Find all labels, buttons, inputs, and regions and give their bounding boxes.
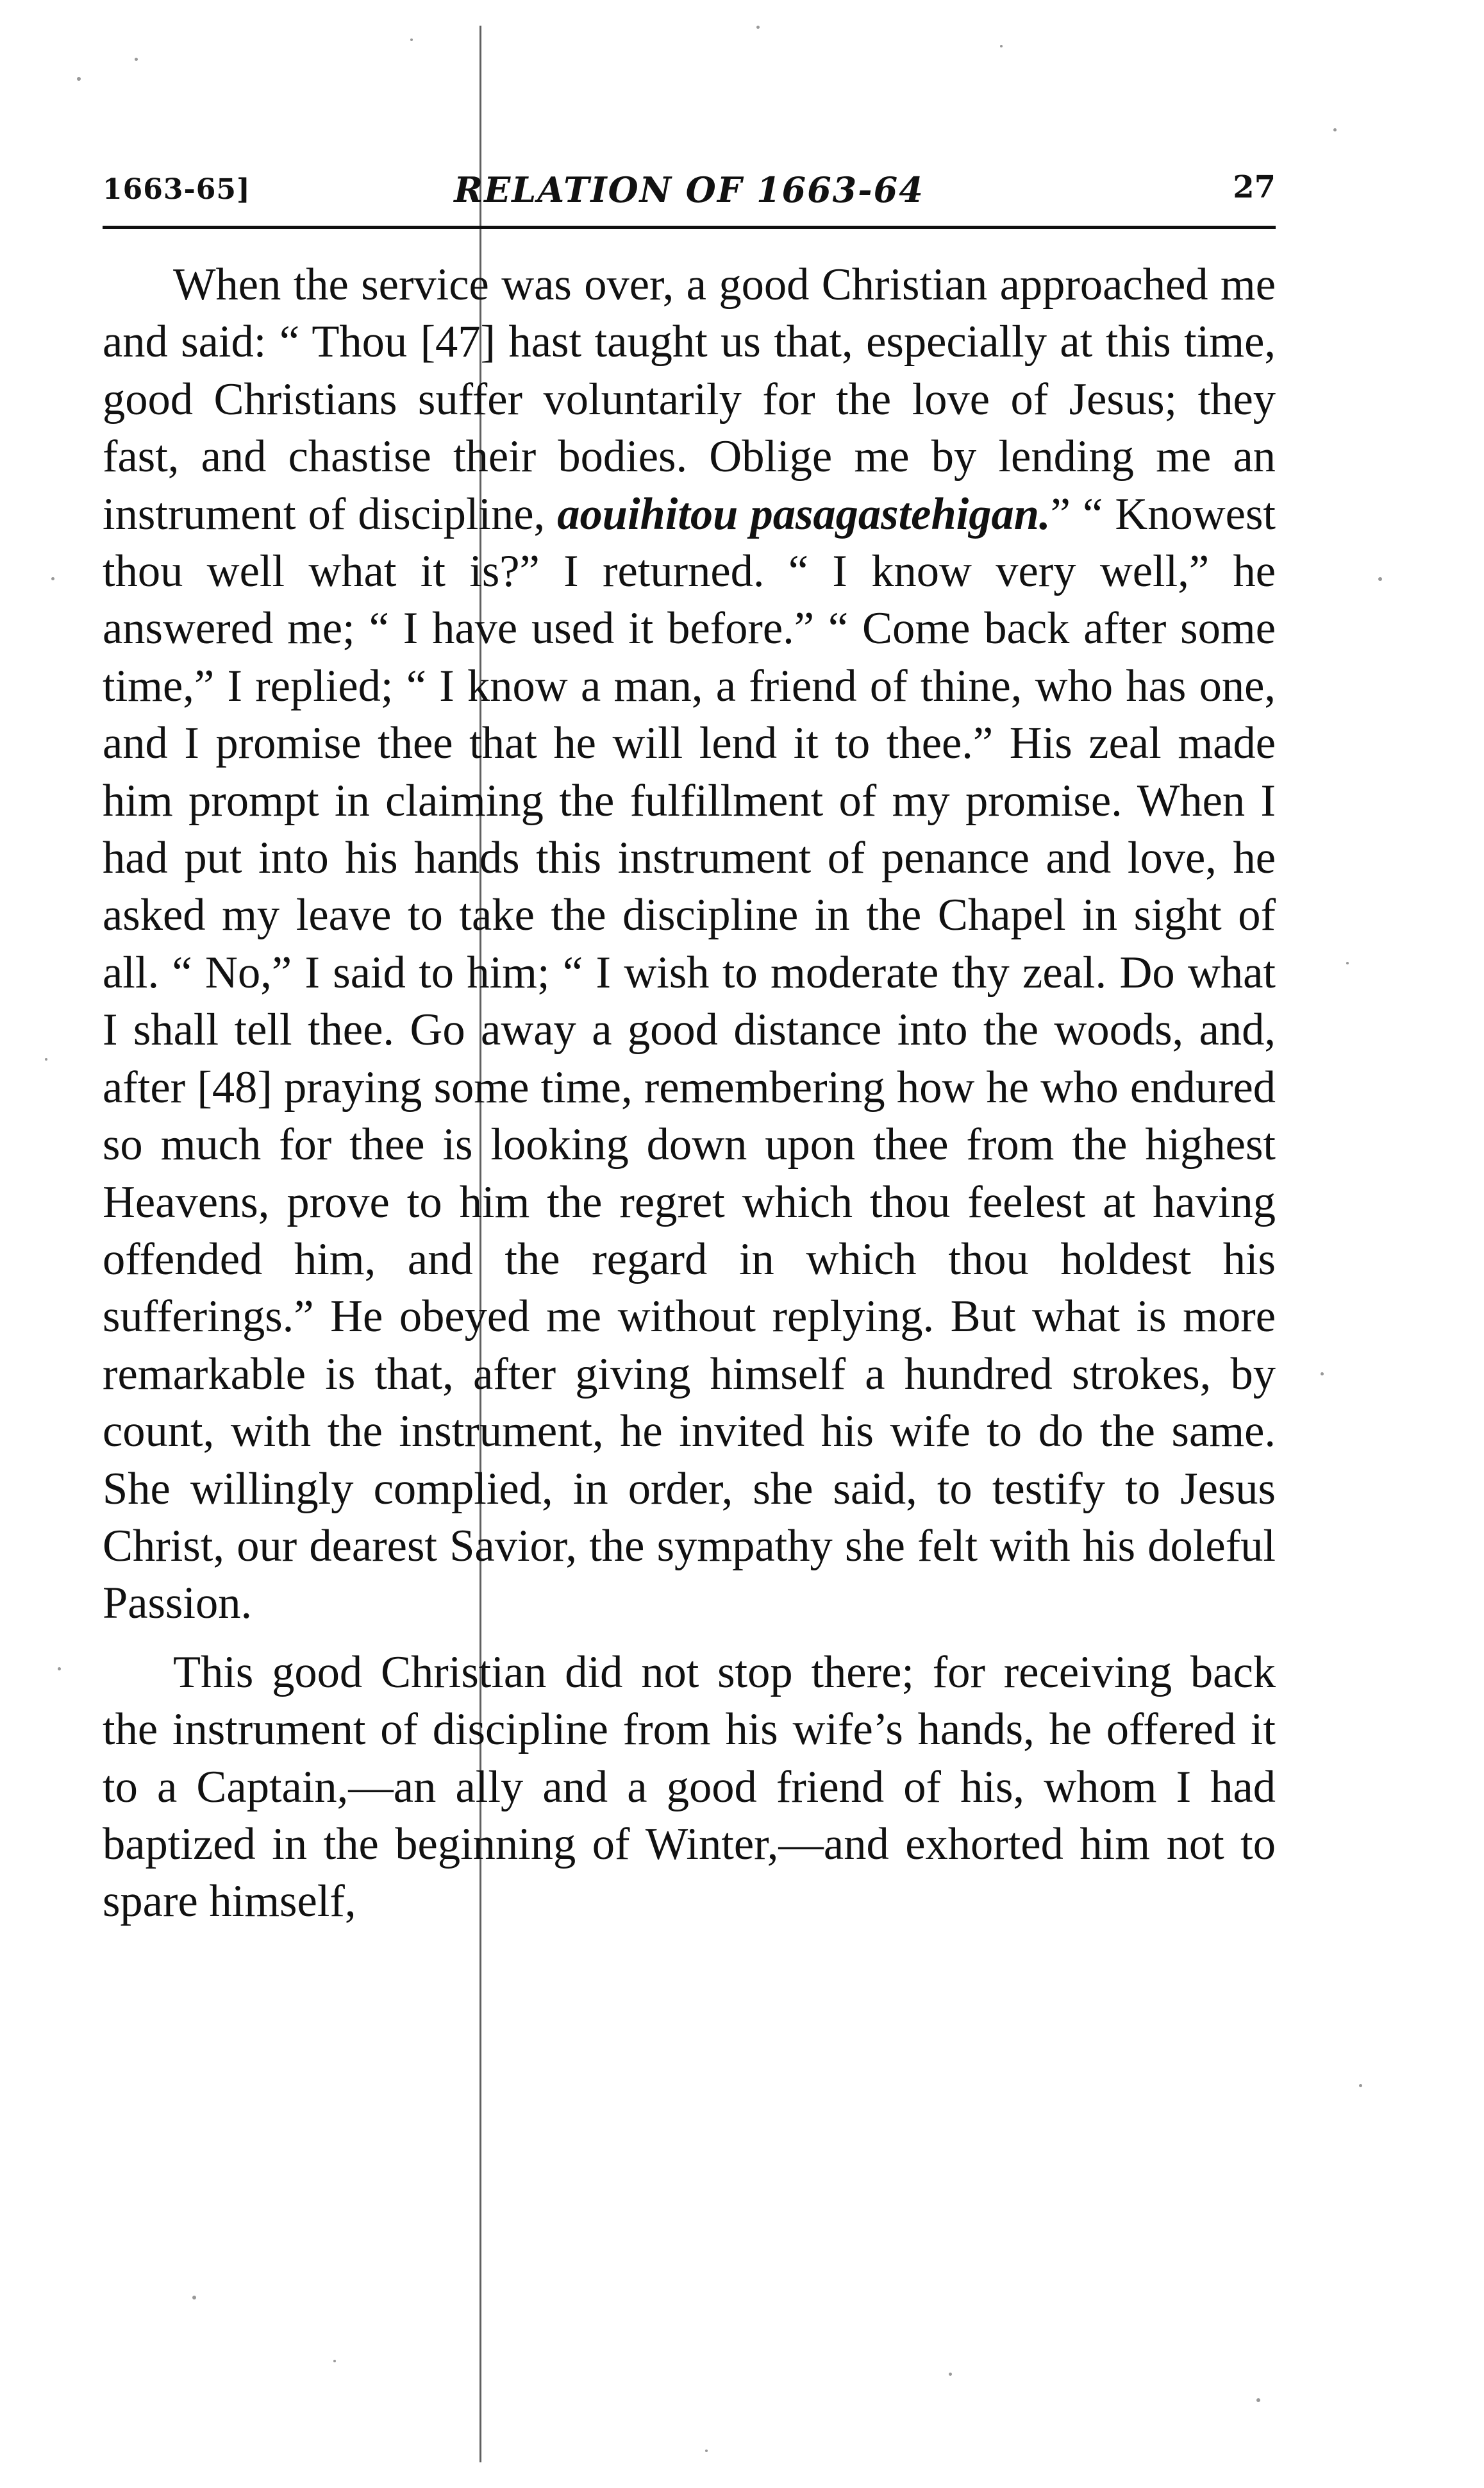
scan-speck: [1321, 1372, 1324, 1375]
paragraph-1-text-a: When the service was over, a good Christian approached me and said: “ Thou [47] hast taught us that, especially at this time, good Christians suffer voluntarily for the love of Jesus; they fast, and chastise their bodies. Oblige me by lending me an instrument of discipline,: [103, 260, 1276, 539]
scan-speck: [1359, 2084, 1362, 2087]
scan-speck: [192, 2296, 196, 2299]
page-number: 27: [1233, 169, 1276, 205]
scan-speck: [51, 577, 54, 580]
scan-speck: [45, 1058, 47, 1061]
header-title: RELATION OF 1663-64: [454, 169, 924, 210]
paragraph-1: [103, 256, 1276, 1633]
running-header: [103, 160, 1276, 218]
scan-speck: [1000, 45, 1003, 47]
scan-speck: [1378, 577, 1382, 581]
scan-speck: [1256, 2398, 1260, 2402]
scan-speck: [756, 26, 760, 29]
scan-speck: [949, 2373, 952, 2376]
scan-speck: [77, 77, 81, 81]
header-year-range: 1663-65]: [103, 173, 251, 206]
paragraph-2: This good Christian did not stop there; for receiving back the instrument of discipline from his wife’s hands, he offered it to a Captain,—an ally and a good friend of his, whom I had baptized in the beginning of Winter,—and exhorted him not to spare himself,: [103, 1647, 1276, 1927]
scan-speck: [1333, 128, 1337, 131]
scan-speck: [58, 1667, 61, 1670]
scan-speck: [135, 58, 138, 61]
scan-speck: [333, 2360, 336, 2362]
body-text: [103, 256, 1276, 1931]
scan-speck: [705, 2450, 708, 2452]
scan-speck: [410, 38, 413, 41]
header-rule: [103, 226, 1276, 229]
paragraph-1-italic-phrase: aouihitou pasagastehigan.: [557, 489, 1051, 539]
scan-speck: [1346, 962, 1349, 964]
paragraph-1-text-b: ” “ Knowest thou well what it is?” I returned. “ I know very well,” he answered me; “ I have used it before.” “ Come back after some time,” I replied; “ I know a man, a friend of thine, who has one, and I promise thee that he will lend it to thee.” His zeal made him prompt in claiming the fulfillment of my promise. When I had put into his hands this instrument of penance and love, he asked my leave to take the discipline in the Chapel in sight of all. “ No,” I said to him; “ I wish to moderate thy zeal. Do what I shall tell thee. Go away a good distance into the woods, and, after [48] praying some time, remembering how he who endured so much for thee is looking down upon thee from the highest Heavens, prove to him the regret which thou feelest at having offended him, and the regard in which thou holdest his sufferings.” He obeyed me without replying. But what is more remarkable is that, after giving himself a hundred strokes, by count, with the instrument, he invited his wife to do the same. She willingly complied, in order, she said, to testify to Jesus Christ, our dearest Savior, the sympathy she felt with his doleful Passion.: [103, 489, 1276, 1629]
